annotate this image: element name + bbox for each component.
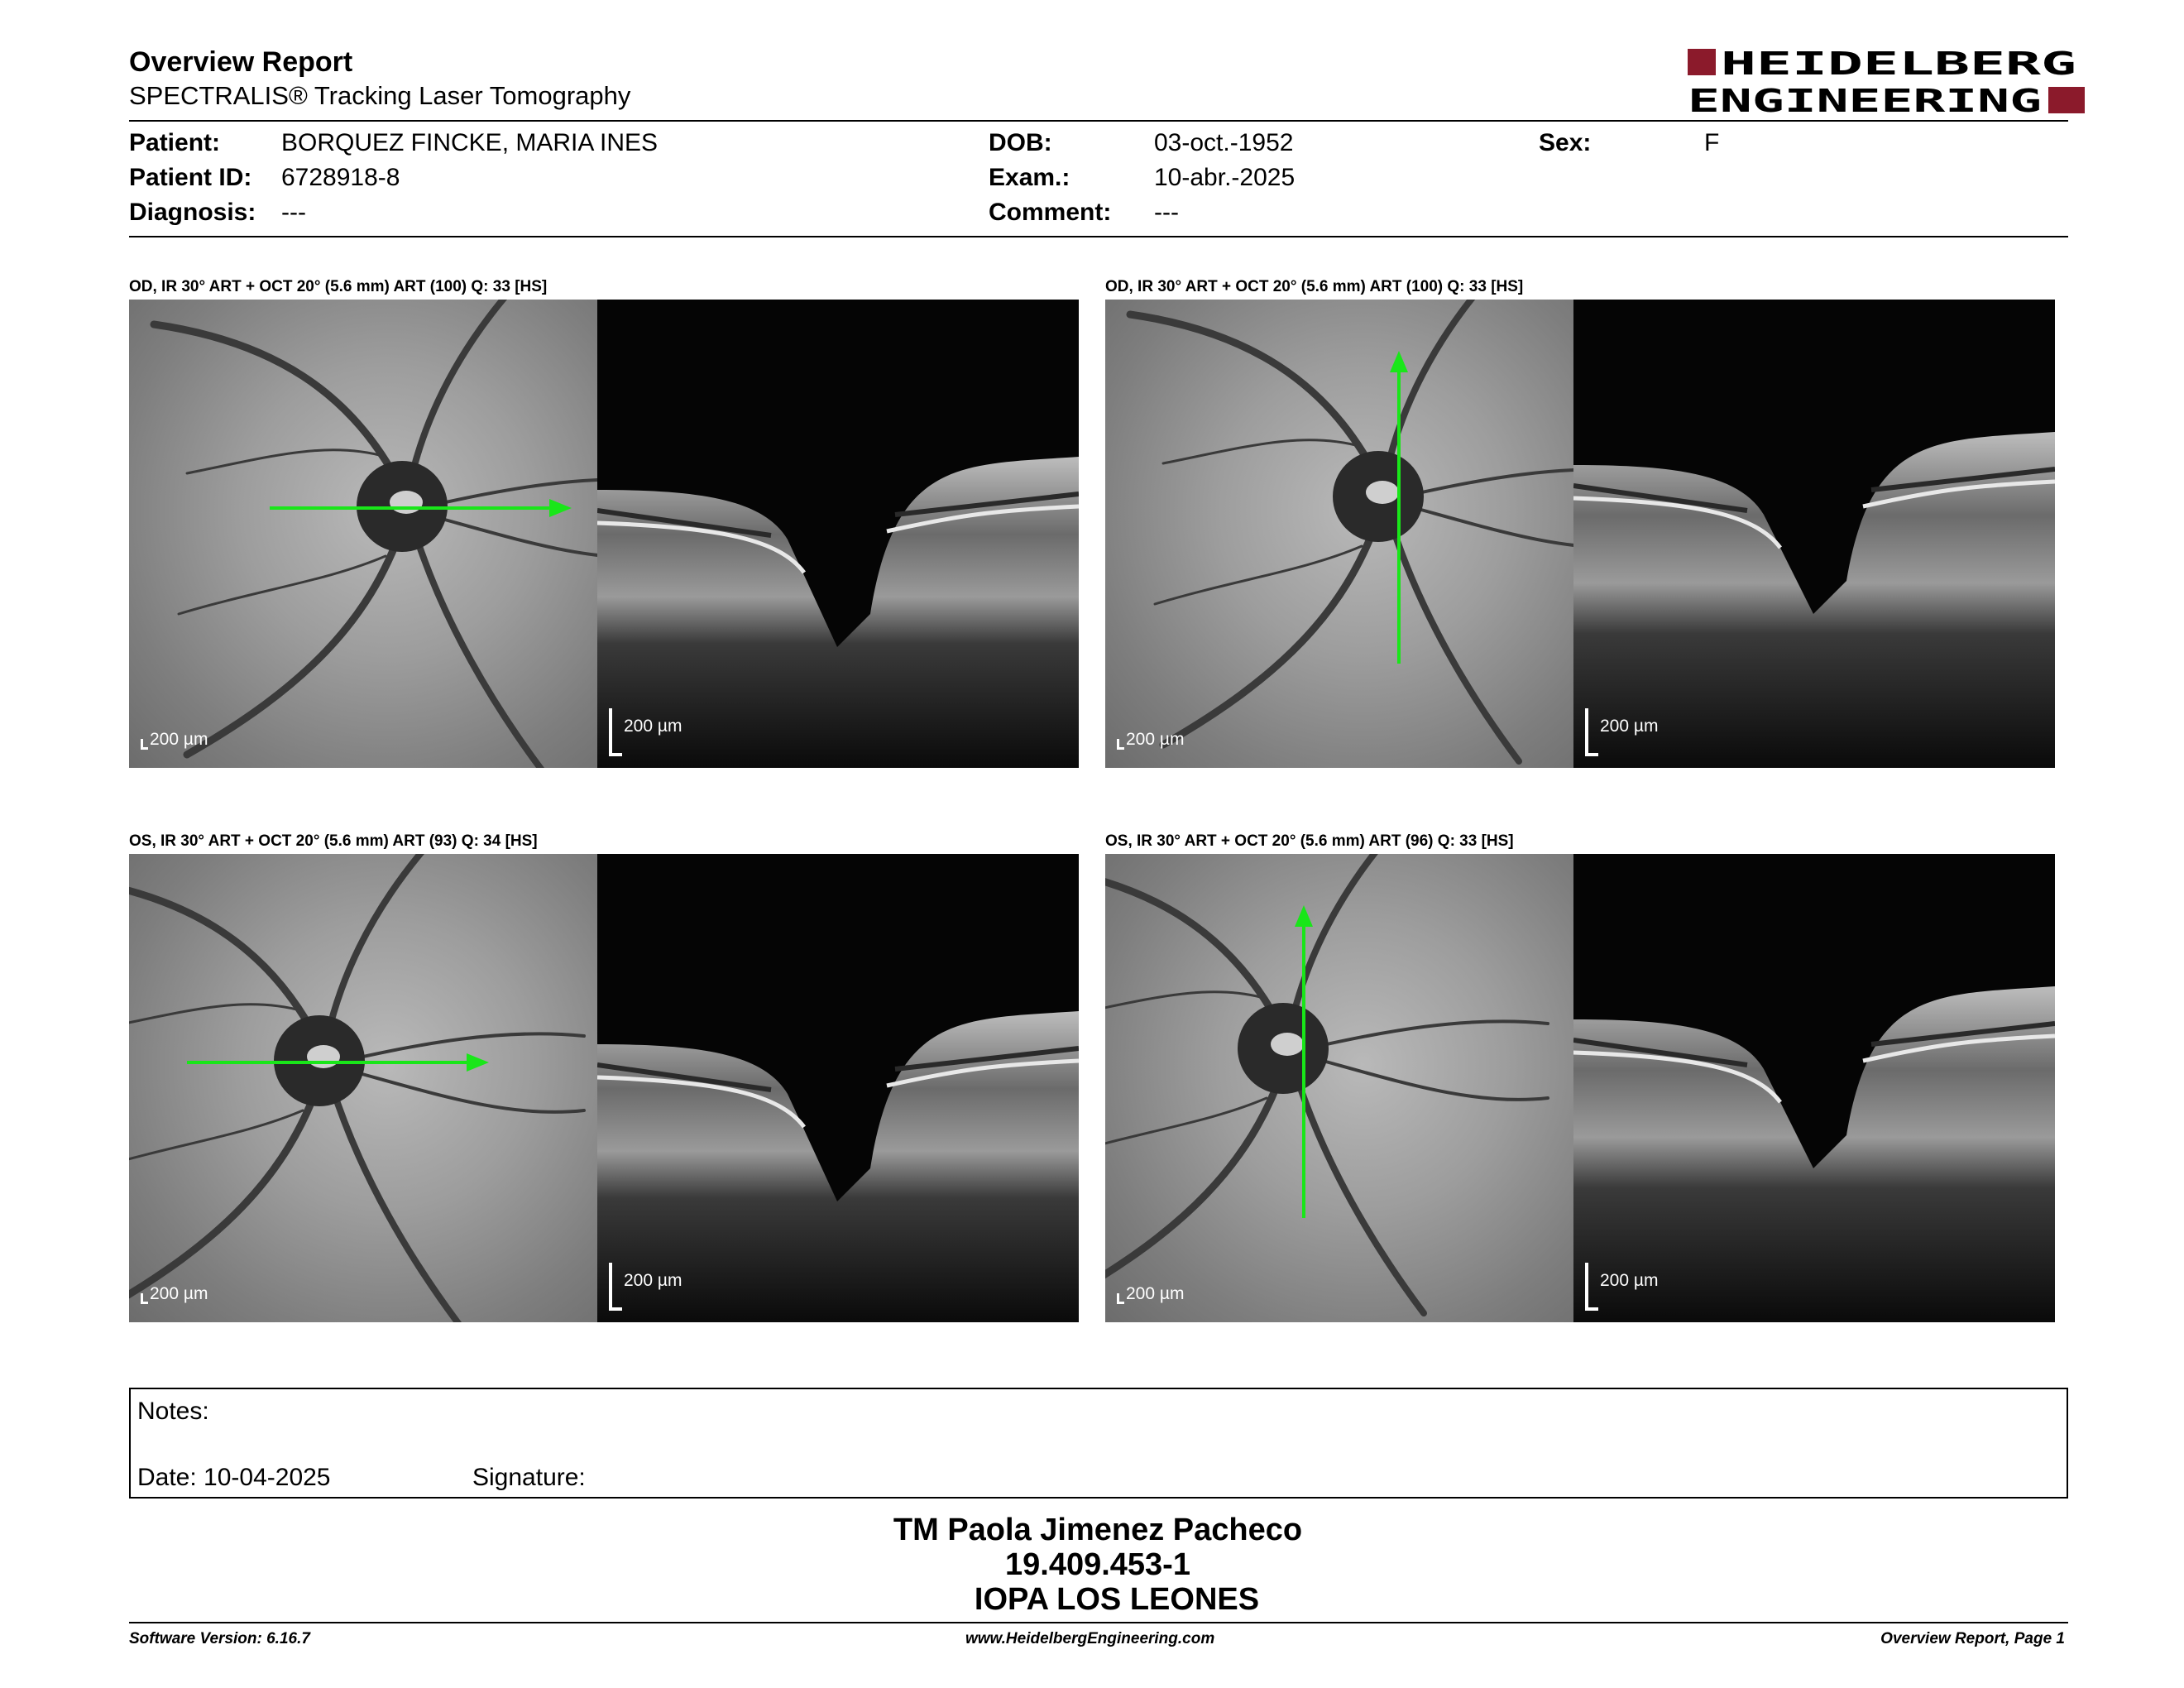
signature-name: TM Paola Jimenez Pacheco bbox=[893, 1513, 1303, 1547]
logo-line1: HEIDELBERG bbox=[1721, 46, 2076, 82]
software-version: Software Version: 6.16.7 bbox=[129, 1630, 310, 1647]
dob-value: 03-oct.-1952 bbox=[1154, 129, 1294, 156]
ir-scale-bar: 200 µm bbox=[1117, 1284, 1184, 1304]
oct-bscan-image bbox=[1573, 300, 2055, 768]
exam-value: 10-abr.-2025 bbox=[1154, 164, 1296, 191]
signature-institution: IOPA LOS LEONES bbox=[974, 1582, 1260, 1617]
logo-line2: ENGINEERING bbox=[1688, 83, 2042, 117]
diagnosis-label: Diagnosis: bbox=[129, 199, 256, 226]
patient-divider bbox=[129, 236, 2068, 237]
page-number: Overview Report, Page 1 bbox=[1880, 1630, 2065, 1647]
ir-scale-bar: 200 µm bbox=[141, 1284, 208, 1304]
notes-box bbox=[129, 1388, 2068, 1499]
header-divider bbox=[129, 120, 2068, 122]
comment-label: Comment: bbox=[989, 199, 1112, 226]
oct-scale-bar: 200 µm bbox=[609, 708, 682, 756]
patient-id-label: Patient ID: bbox=[129, 164, 252, 191]
oct-scale-bar: 200 µm bbox=[1585, 708, 1658, 756]
footer-divider bbox=[129, 1622, 2068, 1623]
oct-bscan-image bbox=[597, 300, 1079, 768]
scan-caption: OS, IR 30° ART + OCT 20° (5.6 mm) ART (93) Q: 34 [HS] bbox=[129, 832, 538, 850]
ir-scale-bar: 200 µm bbox=[1117, 730, 1184, 750]
patient-id: 6728918-8 bbox=[281, 164, 400, 191]
scan-caption: OD, IR 30° ART + OCT 20° (5.6 mm) ART (100) Q: 33 [HS] bbox=[129, 278, 548, 295]
signature-id: 19.409.453-1 bbox=[1005, 1547, 1190, 1582]
scan-caption: OD, IR 30° ART + OCT 20° (5.6 mm) ART (100) Q: 33 [HS] bbox=[1105, 278, 1524, 295]
report-subtitle: SPECTRALIS® Tracking Laser Tomography bbox=[129, 81, 631, 110]
diagnosis-value: --- bbox=[281, 199, 306, 226]
exam-label: Exam.: bbox=[989, 164, 1070, 191]
notes-label: Notes: bbox=[137, 1398, 209, 1425]
ir-fundus-image bbox=[129, 300, 597, 768]
website: www.HeidelbergEngineering.com bbox=[965, 1630, 1215, 1647]
ir-scale-bar: 200 µm bbox=[141, 730, 208, 750]
ir-fundus-image bbox=[1105, 300, 1573, 768]
ir-fundus-image bbox=[1105, 854, 1573, 1322]
oct-bscan-image bbox=[597, 854, 1079, 1322]
patient-label: Patient: bbox=[129, 129, 221, 156]
comment-value: --- bbox=[1154, 199, 1179, 226]
sex-value: F bbox=[1704, 129, 1720, 156]
notes-signature-label: Signature: bbox=[472, 1464, 586, 1491]
heidelberg-logo bbox=[1688, 46, 2085, 117]
oct-scale-bar: 200 µm bbox=[609, 1263, 682, 1311]
oct-scale-bar: 200 µm bbox=[1585, 1263, 1658, 1311]
sex-label: Sex: bbox=[1539, 129, 1592, 156]
patient-name: BORQUEZ FINCKE, MARIA INES bbox=[281, 129, 659, 156]
oct-bscan-image bbox=[1573, 854, 2055, 1322]
report-title: Overview Report bbox=[129, 46, 353, 78]
ir-fundus-image bbox=[129, 854, 597, 1322]
dob-label: DOB: bbox=[989, 129, 1052, 156]
notes-date: Date: 10-04-2025 bbox=[137, 1464, 331, 1491]
scan-caption: OS, IR 30° ART + OCT 20° (5.6 mm) ART (96) Q: 33 [HS] bbox=[1105, 832, 1514, 850]
